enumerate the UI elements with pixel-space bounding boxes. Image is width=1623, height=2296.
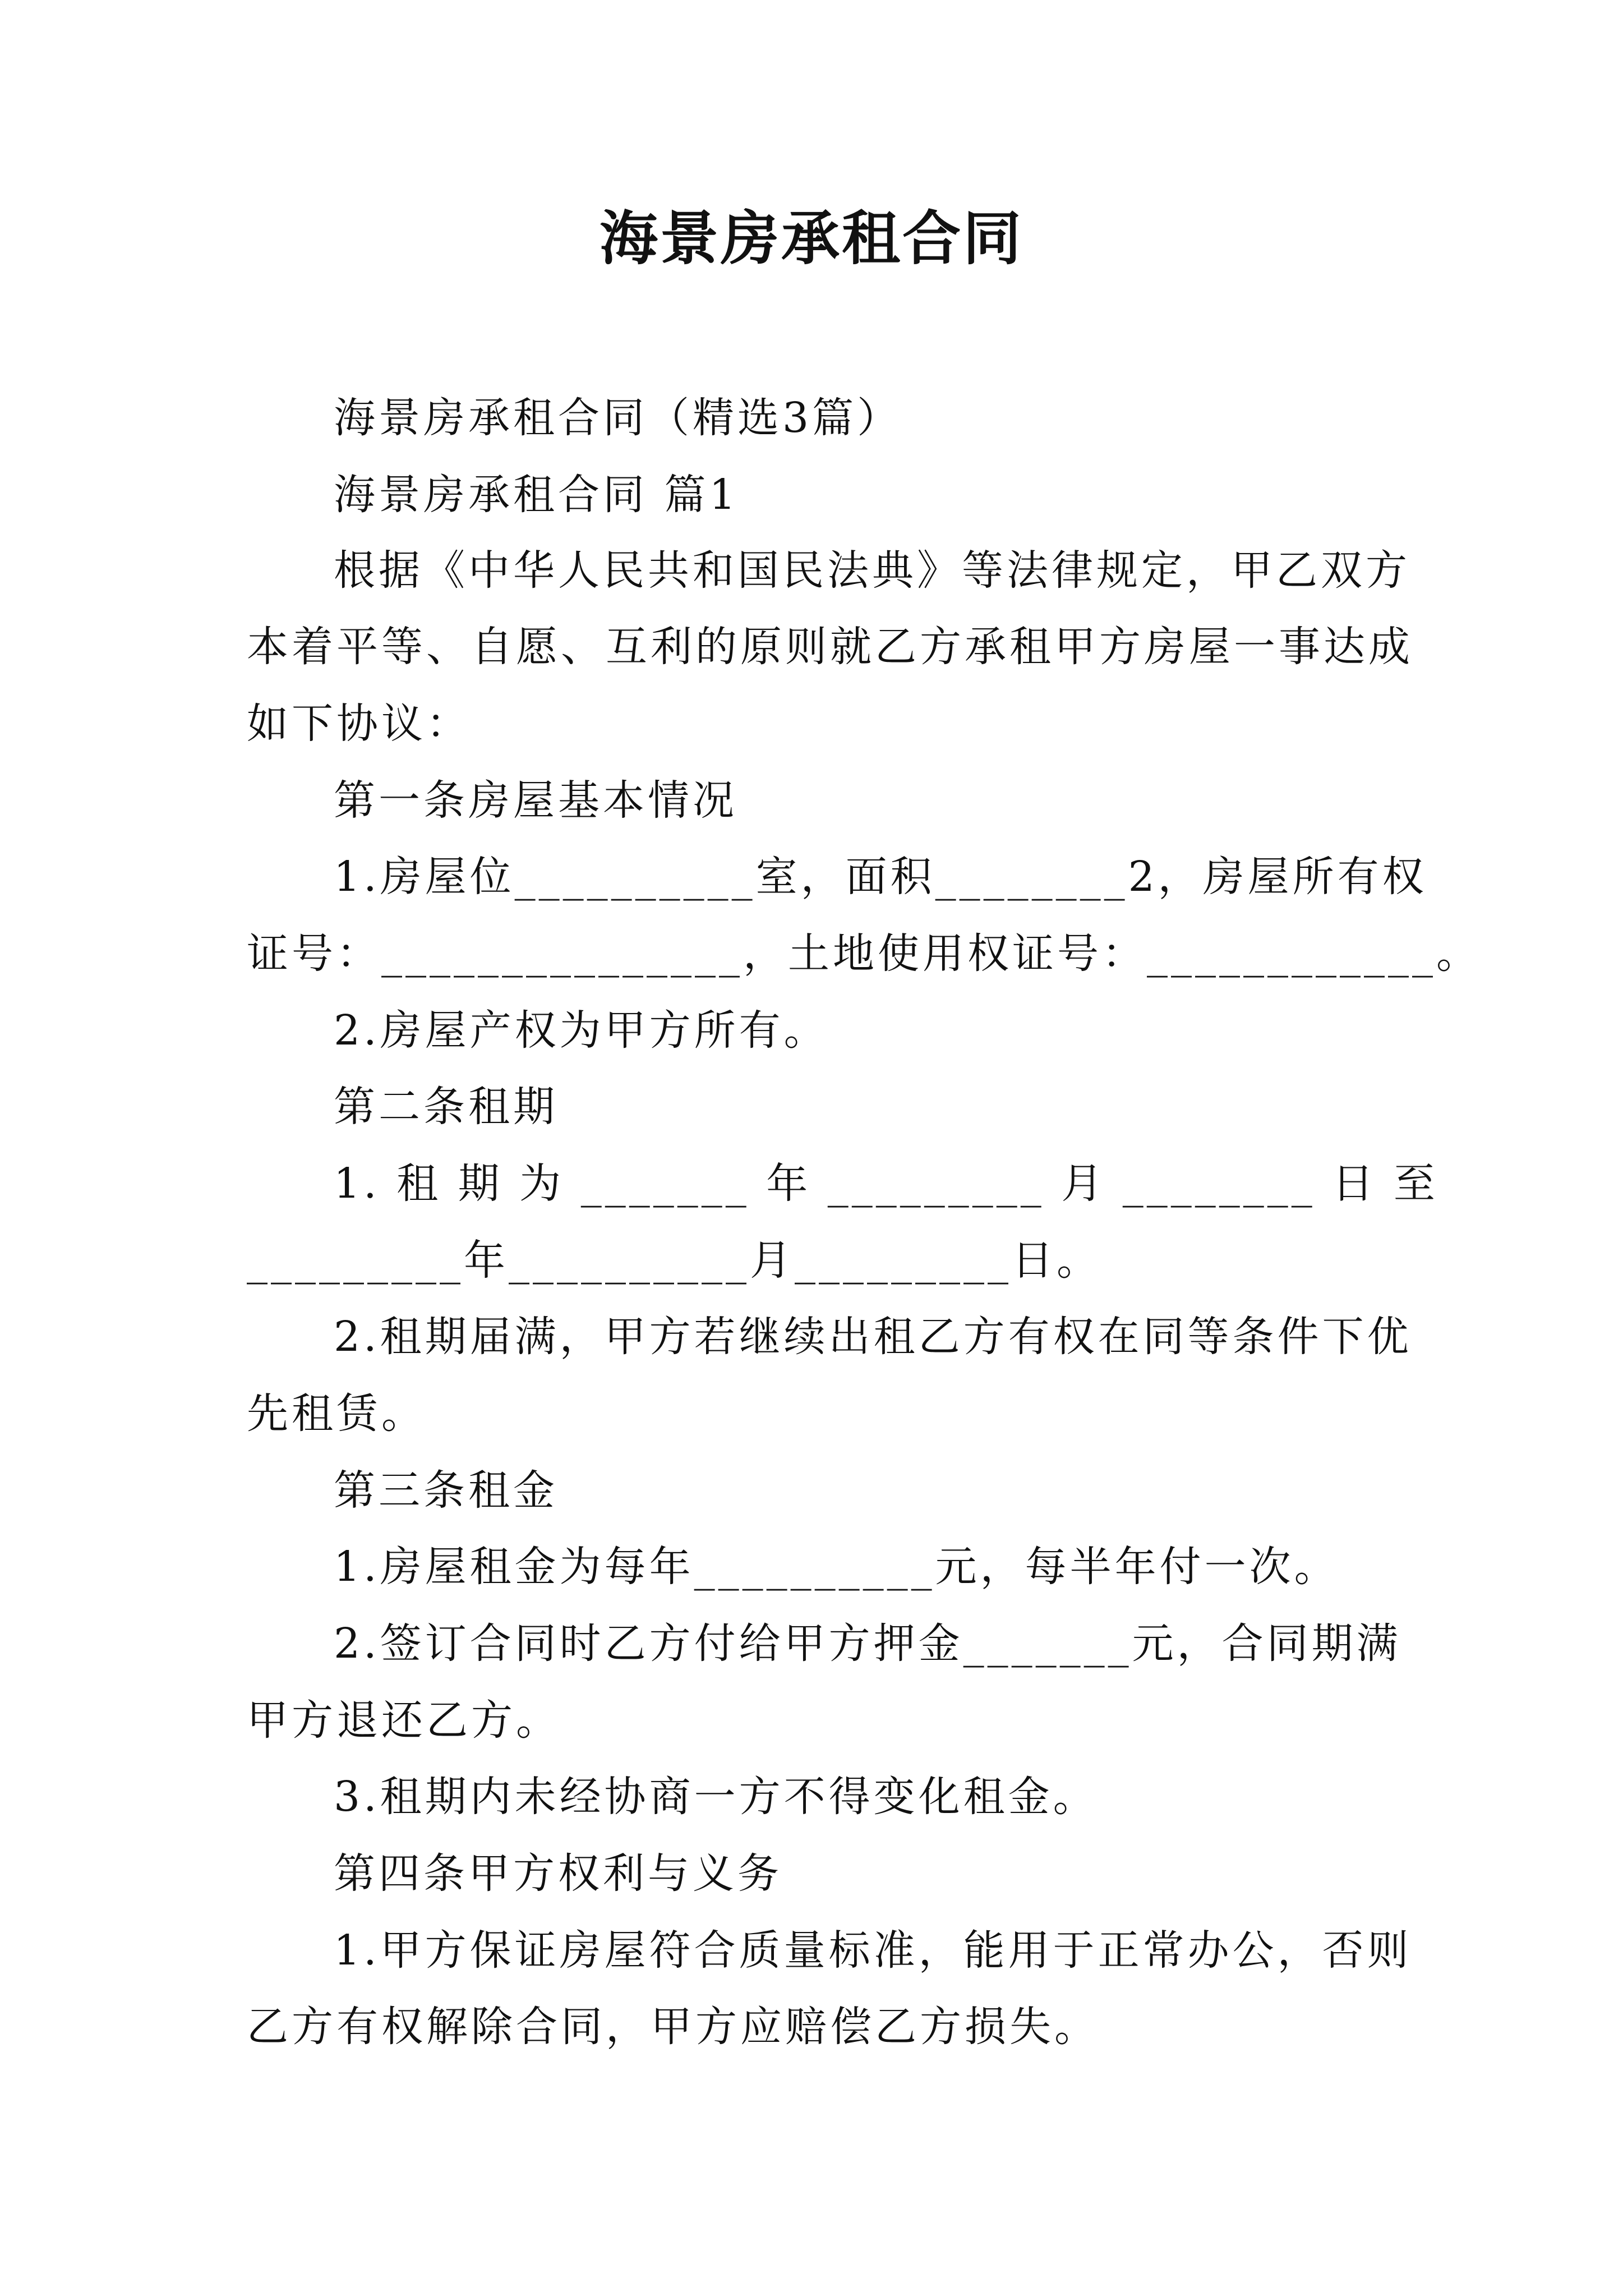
article-heading: 第二条租期 bbox=[334, 1083, 558, 1131]
section-heading: 海景房承租合同 篇1 bbox=[334, 471, 739, 519]
paragraph-line: 先租赁。 bbox=[247, 1389, 426, 1438]
paragraph-line: 本着平等、自愿、互利的原则就乙方承租甲方房屋一事达成 bbox=[247, 623, 1413, 671]
paragraph-line: 1.房屋租金为每年__________元，每半年付一次。 bbox=[334, 1543, 1339, 1591]
subtitle-line: 海景房承租合同（精选3篇） bbox=[334, 394, 902, 442]
paragraph-line: 根据《中华人民共和国民法典》等法律规定，甲乙双方 bbox=[334, 546, 1410, 595]
paragraph-line: 3.租期内未经协商一方不得变化租金。 bbox=[334, 1773, 1098, 1821]
article-heading: 第四条甲方权利与义务 bbox=[334, 1849, 782, 1898]
paragraph-line: 甲方退还乙方。 bbox=[247, 1696, 561, 1745]
document-title: 海景房承租合同 bbox=[599, 204, 1023, 273]
article-heading: 第一条房屋基本情况 bbox=[334, 776, 737, 825]
paragraph-line: 乙方有权解除合同，甲方应赔偿乙方损失。 bbox=[247, 2003, 1099, 2051]
paragraph-line: 2.租期届满，甲方若继续出租乙方有权在同等条件下优 bbox=[334, 1313, 1412, 1361]
paragraph-line: 证号：_______________，土地使用权证号：____________。 bbox=[247, 930, 1481, 978]
paragraph-line: 1.甲方保证房屋符合质量标准，能用于正常办公，否则 bbox=[334, 1926, 1412, 1975]
paragraph-line: _________年__________月_________日。 bbox=[247, 1236, 1101, 1285]
paragraph-line: 如下协议： bbox=[247, 700, 471, 748]
paragraph-line: 2.签订合同时乙方付给甲方押金_______元，合同期满 bbox=[334, 1619, 1401, 1668]
paragraph-line: 2.房屋产权为甲方所有。 bbox=[334, 1006, 829, 1055]
paragraph-line: 1.房屋位__________室，面积________2，房屋所有权 bbox=[334, 853, 1427, 901]
article-heading: 第三条租金 bbox=[334, 1466, 558, 1515]
paragraph-line: 1. 租 期 为 _______ 年 _________ 月 ________ 日 至 bbox=[334, 1159, 1438, 1208]
